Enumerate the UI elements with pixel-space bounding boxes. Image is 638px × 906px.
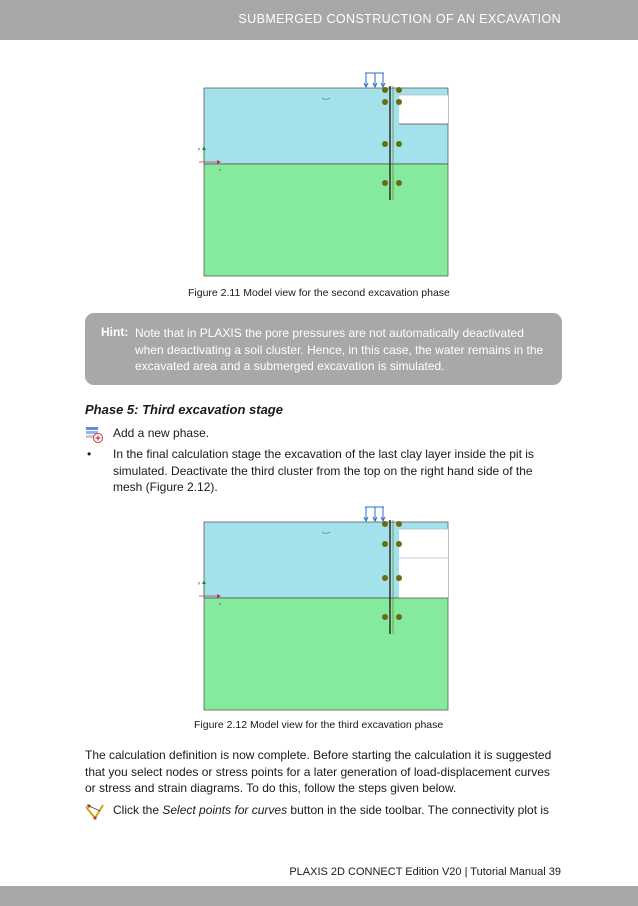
step-text-before: Click the (113, 803, 163, 817)
figure-caption-2-12: Figure 2.12 Model view for the third excavation phase (194, 719, 444, 731)
step-add-phase-text: Add a new phase. (113, 426, 210, 440)
distributed-load (364, 507, 385, 521)
hint-label: Hint: (101, 325, 129, 339)
figure-caption-2-11: Figure 2.11 Model view for the second excavation phase (188, 287, 450, 299)
svg-text:y: y (198, 146, 200, 151)
page-header-title: SUBMERGED CONSTRUCTION OF AN EXCAVATION (238, 12, 561, 26)
svg-text:x: x (219, 601, 221, 606)
footer-band (0, 886, 638, 906)
bullet-mark: • (87, 447, 92, 461)
soil-layer (204, 598, 448, 710)
figure-model-view-second-excavation (195, 68, 455, 278)
step-add-phase (85, 425, 563, 443)
hint-text: Note that in PLAXIS the pore pressures are not automatically deactivated when deactivating a soil cluster. Hence, in this case, the water remains in the excavated area and a submerged excavation is simulated. (135, 326, 544, 373)
section-heading: Phase 5: Third excavation stage (85, 402, 283, 417)
svg-text:y: y (198, 580, 200, 585)
distributed-load (364, 73, 385, 87)
excavated-area (399, 529, 448, 598)
figure-model-view-third-excavation (195, 502, 455, 712)
select-points-for-curves-icon (85, 802, 105, 825)
soil-layer (204, 164, 448, 276)
excavated-area (399, 95, 448, 124)
hint-box (85, 313, 562, 385)
body-paragraph: The calculation definition is now complete. Before starting the calculation it is suggested that you select nodes or stress points for a later generation of load-displacement curves or stress and strain diagrams. To do this, follow the steps given below. (85, 748, 552, 795)
select-points-for-curves-reference: Select points for curves (162, 803, 288, 817)
step-text-after: button in the side toolbar. The connectivity plot is (287, 803, 550, 817)
step-select-points-text (113, 802, 563, 819)
add-phase-icon (85, 425, 105, 448)
bullet-deactivate-cluster (85, 446, 563, 498)
page-footer: PLAXIS 2D CONNECT Edition V20 | Tutorial Manual 39 (289, 866, 561, 878)
bullet-text: In the final calculation stage the excavation of the last clay layer inside the pit is simulated. Deactivate the third cluster from the top on the right hand side of the mesh (Figure 2.12). (113, 447, 534, 494)
svg-text:x: x (219, 167, 221, 172)
step-select-points (85, 802, 563, 820)
